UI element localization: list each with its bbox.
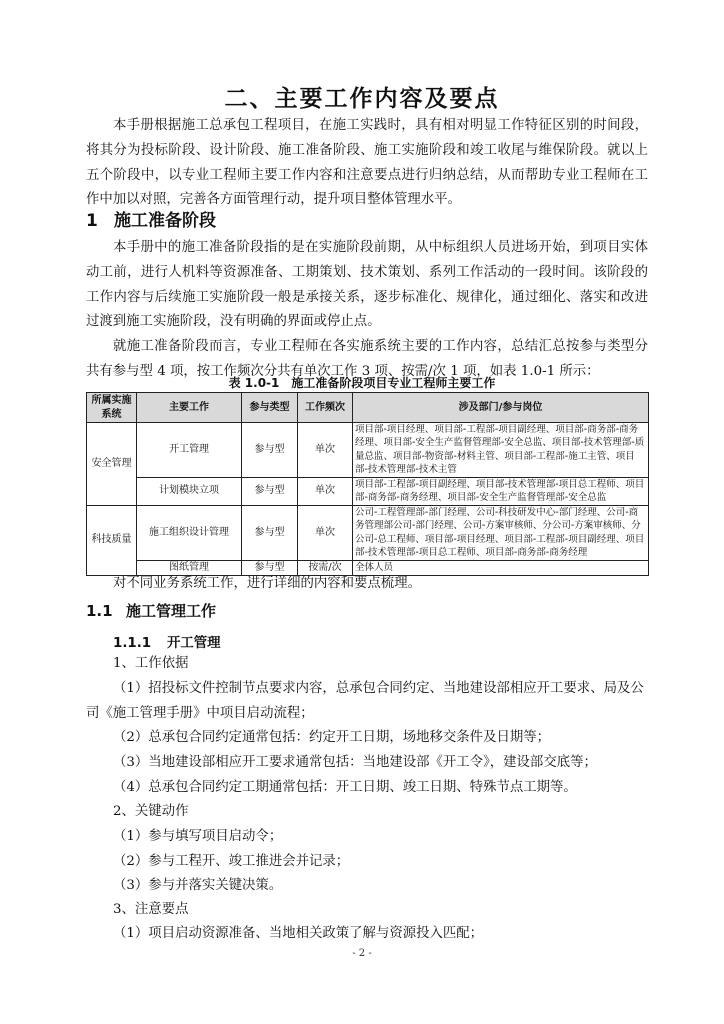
header-roles: 涉及部门/参与岗位 [353,393,649,423]
actions-item: （1）参与填写项目启动令； [113,829,283,844]
section-1-number: 1 [86,211,98,231]
frequency-cell: 单次 [298,423,353,478]
table-row [87,423,649,478]
section-1-1-1-title: 开工管理 [167,636,221,651]
header-system: 所属实施系统 [87,393,137,423]
roles-cell: 全体人员 [353,560,649,575]
notes-heading: 3、注意要点 [113,902,189,917]
work-cell: 施工组织设计管理 [137,505,242,560]
work-cell: 计划模块立项 [137,477,242,505]
section-1-title: 施工准备阶段 [114,211,216,231]
section-1-heading [86,206,216,231]
type-cell: 参与型 [242,477,298,505]
basis-item: （1）招投标文件控制节点要求内容，总承包合同约定、当地建设部相应开工要求、局及公司《施工管理手册》中项目启动流程； [86,681,644,721]
system-cell: 科技质量 [87,505,137,575]
actions-item: （3）参与并落实关键决策。 [113,878,283,893]
basis-item: （4）总承包合同约定工期通常包括：开工日期、竣工日期、特殊节点工期等。 [113,780,577,795]
section-1-1-number: 1.1 [86,602,113,620]
notes-item: （1）项目启动资源准备、当地相关政策了解与资源投入匹配； [113,926,484,941]
section-1-paragraph-2: 就施工准备阶段而言，专业工程师在各实施系统主要的工作内容，总结汇总按参与类型分共有参与型 4 项，按工作频次分共有单次工作 3 项、按需/次 1 项，如表 1.0-1 所示： [86,339,648,379]
type-cell: 参与型 [242,560,298,575]
actions-item: （2）参与工程开、竣工推进会并记录； [113,854,350,869]
header-type: 参与类型 [242,393,298,423]
type-cell: 参与型 [242,505,298,560]
header-work: 主要工作 [137,393,242,423]
page-number: - 2 - [352,948,372,959]
type-cell: 参与型 [242,423,298,478]
section-1-1-1-number: 1.1.1 [113,636,152,651]
system-cell: 安全管理 [87,423,137,506]
work-table [86,392,649,576]
section-1-1-1-heading [113,632,221,651]
section-1-1-heading [86,600,216,621]
after-table-text: 对不同业务系统工作，进行详细的内容和要点梳理。 [113,576,421,591]
table-caption: 表 1.0-1 施工准备阶段项目专业工程师主要工作 [228,376,496,390]
frequency-cell: 单次 [298,505,353,560]
frequency-cell: 单次 [298,477,353,505]
table-row [87,505,649,560]
intro-paragraph: 本手册根据施工总承包工程项目，在施工实践时，具有相对明显工作特征区别的时间段，将其分为投标阶段、设计阶段、施工准备阶段、施工实施阶段和竣工收尾与维保阶段。就以上五个阶段中，以专业工程师主要工作内容和注意要点进行归纳总结，从而帮助专业工程师在工作中加以对照，完善各方面管理行动，提升项目整体管理水平。 [86,118,648,208]
table-row [87,477,649,505]
page-title: 二、主要工作内容及要点 [224,86,500,112]
frequency-cell: 按需/次 [298,560,353,575]
table-header-row [87,393,649,423]
actions-heading: 2、关键动作 [113,804,189,819]
basis-heading: 1、工作依据 [113,656,189,671]
basis-item: （2）总承包合同约定通常包括：约定开工日期，场地移交条件及日期等； [113,730,551,745]
section-1-paragraph-1: 本手册中的施工准备阶段指的是在实施阶段前期，从中标组织人员进场开始，到项目实体动工前，进行人机料等资源准备、工期策划、技术策划、系列工作活动的一段时间。该阶段的工作内容与后续施工实施阶段一般是承接关系，逐步标准化、规律化，通过细化、落实和改进过渡到施工实施阶段，没有明确的界面或停止点。 [86,240,648,330]
section-1-1-title: 施工管理工作 [126,602,217,620]
work-cell: 图纸管理 [137,560,242,575]
work-cell: 开工管理 [137,423,242,478]
roles-cell: 项目部-工程部-项目副经理、项目部-技术管理部-项目总工程师、项目部-商务部-商务经理、项目部-安全生产监督管理部-安全总监 [353,477,649,505]
basis-item: （3）当地建设部相应开工要求通常包括：当地建设部《开工令》，建设部交底等； [113,755,597,770]
roles-cell: 公司-工程管理部-部门经理、公司-科技研发中心-部门经理、公司-商务管理部公司-部门经理、公司-方案审核师、分公司-方案审核师、分公司-总工程师、项目部-项目经理、项目部-工程部-项目副经理、项目部-技术管理部-项目总工程师、项目部-商务部-商务经理 [353,505,649,560]
header-frequency: 工作频次 [298,393,353,423]
roles-cell: 项目部-项目经理、项目部-工程部-项目副经理、项目部-商务部-商务经理、项目部-安全生产监督管理部-安全总监、项目部-技术管理部-质量总监、项目部-物资部-材料主管、项目部-工程部-施工主管、项目部-技术管理部-技术主管 [353,423,649,478]
